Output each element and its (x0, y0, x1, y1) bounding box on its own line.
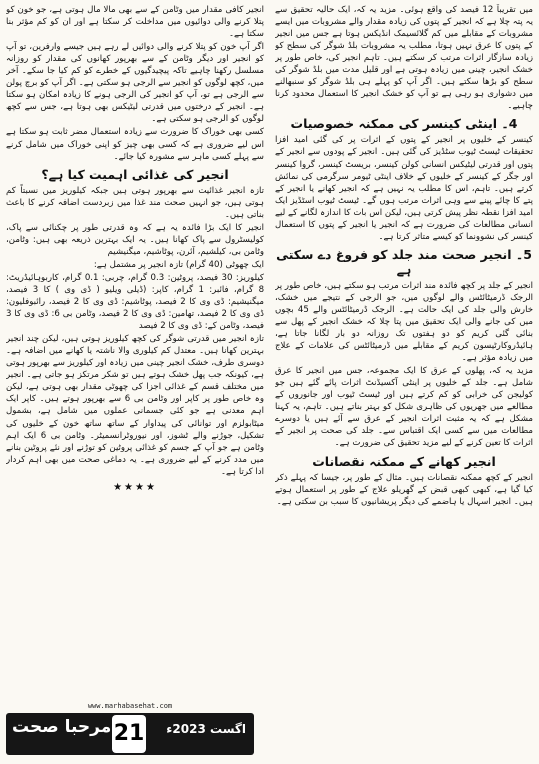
body-paragraph: ایک چھوٹی (40 گرام) تازہ انجیر پر مشتمل ہے: (93, 259, 264, 270)
body-paragraph: انجیر کا ایک بڑا فائدہ یہ ہے کہ وہ قدرتی طور پر چکنائی سے پاک، کولیسٹرول سے پاک کھانا ہیں۔ یہ ایک بہترین ذریعہ بھی ہیں: وٹامن، وٹامن بی، کیلشیم، آئرن، پوٹاشیم، میگنیشیم (6, 222, 264, 257)
end-stars-divider: ★★★★ (113, 481, 157, 493)
body-paragraph: اگر آپ خون کو پتلا کرنے والی دوائیں لے رہے ہیں جیسے وارفرین، تو آپ کو انجیر اور دیگر وٹامن کے سے بھرپور کھانوں کی مقدار کو روزانہ مسلسل رکھنا چاہیے تاکہ پیچیدگیوں کے خطرے کو کم کیا جا سکے۔ آخر میں، کچھ لوگوں کو انجیر سے الرجی ہو سکتی ہے۔ اگر آپ کو برچ پولن سے الرجی ہے تو، آپ کو انجیر کی الرجی ہونے کا زیادہ امکان ہو سکتا ہے۔ انجیر کے درختوں میں قدرتی لیٹیکس بھی ہوتا ہے، جس سے کچھ لوگوں کو الرجی ہو سکتی ہے۔ (6, 42, 264, 125)
issue-number: 21 (112, 715, 146, 753)
right-column (275, 4, 533, 760)
body-paragraph: انجیر کافی مقدار میں وٹامن کے سے بھی مالا مال ہوتی ہے، جو خون کو پتلا کرنے والی دوائیوں میں مداخلت کر سکتا ہے اور ان کو کم مؤثر بنا سکتا ہے۔ (6, 5, 264, 40)
body-paragraph: میں تقریباً 12 فیصد کی واقع ہوئی۔ مزید یہ کہ، ایک حالیہ تحقیق سے یہ پتہ چلا ہے کہ انجیر کے پتوں کی زیادہ مقدار والے مشروبات میں ایسے مشروبات کے مقابلے میں کم گلائسیمک انڈیکس ہوتا ہے جس میں انجیر کے پتوں کا عرق نہیں ہوتا، مطلب یہ مشروبات بلڈ شوگر کی سطح کو زیادہ سازگار اثرات مرتب کر سکتے ہیں۔ تاہم انجیر کی، خاص طور پر خشک انجیر، چینی میں زیادہ ہوتی ہے اور قلیل مدت میں بلڈ شوگر کی سطح کو بڑھا سکتے ہیں۔ اگر آپ کو پہلے ہی بلڈ شوگر کو سنبھالنے میں دشواری ہو رہی ہے تو آپ کو خشک انجیر کا استعمال محدود کرنا چاہیے۔ (275, 5, 533, 112)
body-paragraph: کیلوریز: 30 فیصد، پروٹین: 0.3 گرام، چربی: 0.1 گرام، کاربوہائیڈریٹ: 8 گرام، فائبر: 1 گرام، کاپر: (ڈیلی ویلیو ( ڈی وی ) کا 3 فیصد، میگنیشیم: ڈی وی کا 2 فیصد، پوٹاشیم: ڈی وی کا 2 فیصد، رائبوفلیون: ڈی وی کا 2 فیصد، تھامین: ڈی وی کا 2 فیصد، وٹامن بی 6: ڈی وی کا 3 فیصد، وٹامن کے: ڈی وی کا 2 فیصد (6, 272, 264, 332)
section-heading: انجیر کھانے کے ممکنہ نقصانات (312, 453, 496, 469)
body-paragraph: تازہ انجیر میں قدرتی شوگر کی کچھ کیلوریز ہوتی ہیں، لیکن چند انجیر بہترین کھانا ہیں۔ معتدل کم کیلوری والا ناشتہ یا کھانے میں اضافہ ہے۔ دوسری طرف، خشک انجیر چینی میں زیادہ اور کیلوریز سے بھرپور ہوتی ہے، کیونکہ جب پھل خشک ہوتے ہیں تو شکر مرتکز ہو جاتی ہے۔ انجیر میں مختلف قسم کے غذائی اجزا کی چھوٹی مقدار بھی ہوتی ہے، لیکن وہ خاص طور پر کاپر اور وٹامن بی 6 سے بھرپور ہوتے ہیں۔ کاپر ایک اہم معدنی ہے جو کئی جسمانی عملوں میں شامل ہے، بشمول میٹابولزم اور توانائی کی پیداوار کے ساتھ ساتھ خون کے خلیوں کی تشکیل، جوڑنے والے ٹشوز، اور نیوروٹرانسمیٹر۔ وٹامن بی 6 ایک اہم وٹامن ہے جو آپ کے جسم کو غذائی پروٹین کو توڑنے اور نئے پروٹین بنانے میں مدد کرنے کے لیے ضروری ہے۔ یہ دماغی صحت میں بھی اہم کردار ادا کرتا ہے۔ (6, 334, 264, 477)
brand-logo: مرحبا صحت (12, 717, 112, 737)
body-paragraph: تازہ انجیر غذائیت سے بھرپور ہوتی ہیں جبکہ کیلوریز میں نسبتاً کم ہوتی ہیں، جو انہیں صحت مند غذا میں زبردست اضافہ کرنے کا باعث بناتی ہیں۔ (6, 185, 264, 220)
body-paragraph: انجیر کے کچھ ممکنہ نقصانات ہیں۔ مثال کے طور پر، جیسا کہ پہلے ذکر کیا گیا ہے، کبھی کبھی قبض کے گھریلو علاج کے طور پر استعمال ہوتے ہیں۔ انجیر اسہال یا ہاضمے کی دیگر پریشانیوں کا سبب بن سکتی ہے۔ (275, 472, 533, 507)
section-heading: 5۔ انجیر صحت مند جلد کو فروغ دے سکتی ہے (276, 246, 532, 277)
left-column (6, 4, 264, 698)
section-heading: 4۔ اینٹی کینسر کی ممکنہ خصوصیات (290, 116, 518, 132)
body-paragraph: مزید یہ کہ، پھلوں کے عرق کا ایک مجموعہ، جس میں انجیر کا عرق شامل ہے۔ جلد کے خلیوں پر اینٹی آکسیڈنٹ اثرات پائے گئے ہیں جو کولیجن کی خرابی کو کم کرتے ہیں اور ٹیسٹ ٹیوب اور جانوروں کے مطالعے میں جھریوں کی ظاہری شکل کو بہتر بناتے ہیں۔ تاہم، یہ کہنا مشکل ہے کہ یہ مثبت اثرات انجیر کے عرق سے آئے ہیں یا دوسرے مطالعات میں سے کسی ایک اقتباس سے۔ جلد کی صحت پر انجیر کے اثرات کا تعین کرنے کے لیے مزید تحقیق کی ضرورت ہے۔ (275, 366, 533, 449)
body-paragraph: کسی بھی خوراک کا ضرورت سے زیادہ استعمال مضر ثابت ہو سکتا ہے اس لیے ضروری ہے کہ کسی بھی چیز کو اپنی خوراک میں شامل کرنے سے پہلے کسی ماہر سے مشورہ کیا جائے۔ (6, 127, 264, 162)
page-footer (6, 702, 254, 758)
body-paragraph: کینسر کے خلیوں پر انجیر کے پتوں کے اثرات پر کی گئی امید افزا تحقیقات ٹیسٹ ٹیوب سٹڈیز کی گئی ہیں۔ انجیر کے پودوں سے انجیر کے پتوں اور قدرتی لیٹیکس انسانی کولن کینسر، بریسٹ کینسر، گروا کینسر اور جگر کے کینسر کے خلیوں کے خلاف اینٹی ٹیومر سرگرمی کی نمائش کرتے ہیں۔ تاہم، اس کا مطلب یہ نہیں ہے کہ انجیر کھانے یا انجیر کے پتے کا چائے پینے سے وہی اثرات مرتب ہوں گے۔ ٹیسٹ ٹیوب اسٹڈیز ایک امید افزا نقطہ نظر پیش کرتی ہیں، لیکن اس بات کا اندازہ لگانے کے لیے انسانی مطالعات کی ضرورت ہے کہ انجیر یا انجیر کے پتوں کا استعمال کینسر کی نشوونما کو کیسے متاثر کرتا ہے۔ (275, 135, 533, 242)
website-url[interactable]: www.marhabasehat.com (87, 702, 173, 710)
footer-bar (6, 713, 254, 755)
section-heading: انجیر کی غذائی اہمیت کیا ہے؟ (41, 166, 229, 182)
body-paragraph: انجیر کے جلد پر کچھ فائدہ مند اثرات مرتب ہو سکتے ہیں، خاص طور پر الرجک ڈرمیٹائٹس والے لوگوں میں، جو الرجی کے نتیجے میں خشک، خارش والی جلد کی ایک حالت ہے۔ الرجک ڈرمیٹائٹس والے 45 بچوں میں کی جانے والی ایک تحقیق میں پتا چلا کہ خشک انجیر کے پھل سے بنائی گئی کریم کو دو ہفتوں تک روزانہ دو بار لگانا جاتا ہے، ہائیڈروکارٹیسون کریم کے مقابلے میں ڈرمیٹائٹس کی علامات کے علاج میں زیادہ مؤثر ہے۔ (275, 280, 533, 364)
issue-date: اگست 2023ء (166, 722, 246, 736)
